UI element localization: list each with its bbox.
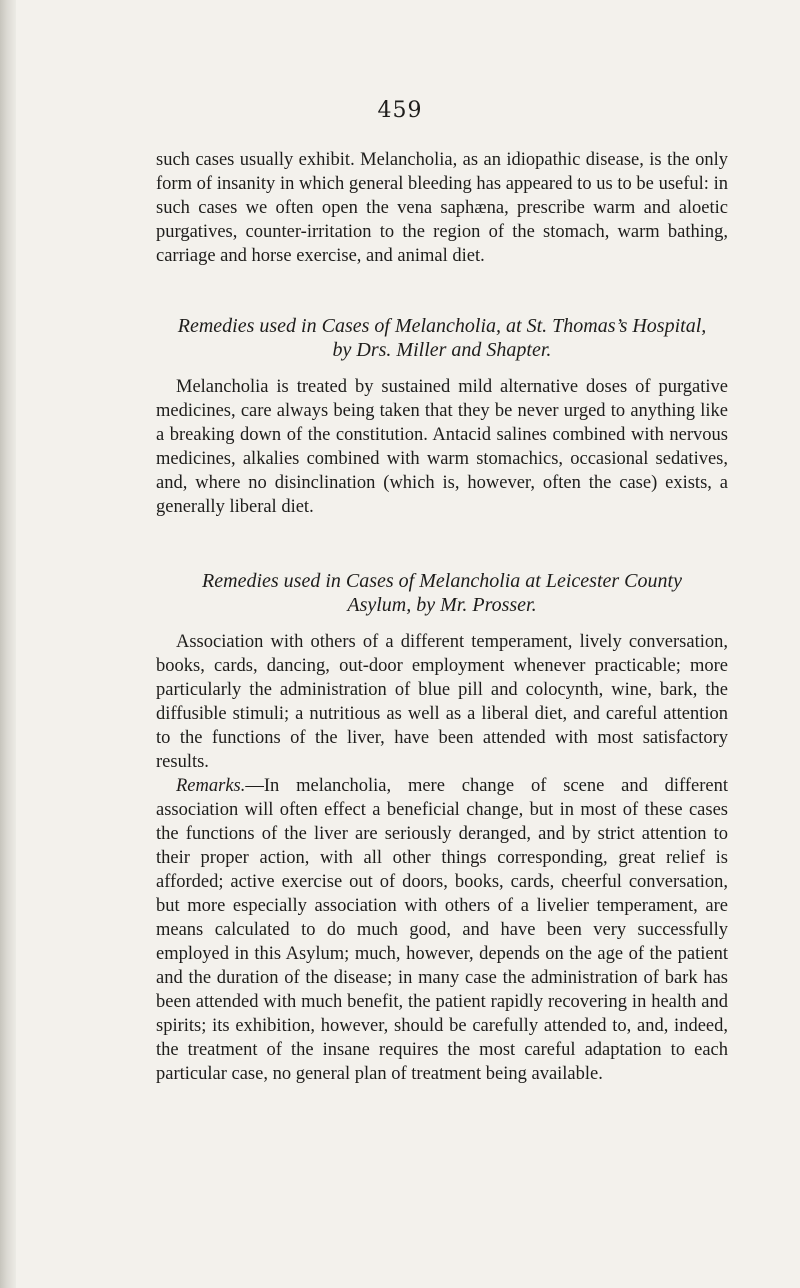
page-number: 459 [377, 98, 423, 123]
section-heading-leicester: Remedies used in Cases of Melancholia at Leicester County Asylum, by Mr. Prosser. [202, 570, 682, 616]
intro-paragraph: such cases usually exhibit. Melancholia, as an idiopathic disease, is the only form of insanity in which general bleeding has appeared to us to be useful: in such cases we often open the vena saphæna, prescribe warm and aloetic purgatives, counter-irritation to the region of the stomach, warm bathing, carriage and horse exercise, and animal diet. [156, 150, 728, 266]
remarks-label: Remarks. [176, 776, 246, 796]
section-body-leicester: Association with others of a different temperament, lively conversation, books, cards, dancing, out-door employment whenever practicable; more particularly the administration of blue pill and colocynth, wine, bark, the diffusible stimuli; a nutritious as well as a liberal diet, and careful attention to the functions of the liver, have been attended with most satisfactory results. [156, 632, 728, 772]
binding-edge [0, 0, 16, 1288]
remarks-paragraph [156, 774, 728, 1086]
section-body-st-thomas: Melancholia is treated by sustained mild alternative doses of purgative medicines, care always being taken that they be never urged to anything like a breaking down of the constitution. Antacid salines combined with nervous medicines, alkalies combined with warm stomachics, occasional sedatives, and, where no disinclination (which is, however, often the case) exists, a generally liberal diet. [156, 377, 728, 517]
remarks-text: —In melancholia, mere change of scene and different association will often effect a beneficial change, but in most of these cases the functions of the liver are seriously deranged, and by strict attention to their proper action, with all other things corresponding, great relief is afforded; active exercise out of doors, books, cards, cheerful conversation, but more especially association with others of a livelier temperament, are means calculated to do much good, and have been very successfully employed in this Asylum; much, however, depends on the age of the patient and the duration of the disease; in many case the administration of bark has been attended with much benefit, the patient rapidly recovering in health and spirits; its exhibition, however, should be carefully attended to, and, indeed, the treatment of the insane requires the most careful adaptation to each particular case, no general plan of treatment being available. [156, 776, 728, 1084]
page-body [156, 148, 728, 1086]
section-heading-st-thomas: Remedies used in Cases of Melancholia, at St. Thomas’s Hospital, by Drs. Miller and Shapter. [177, 315, 707, 361]
